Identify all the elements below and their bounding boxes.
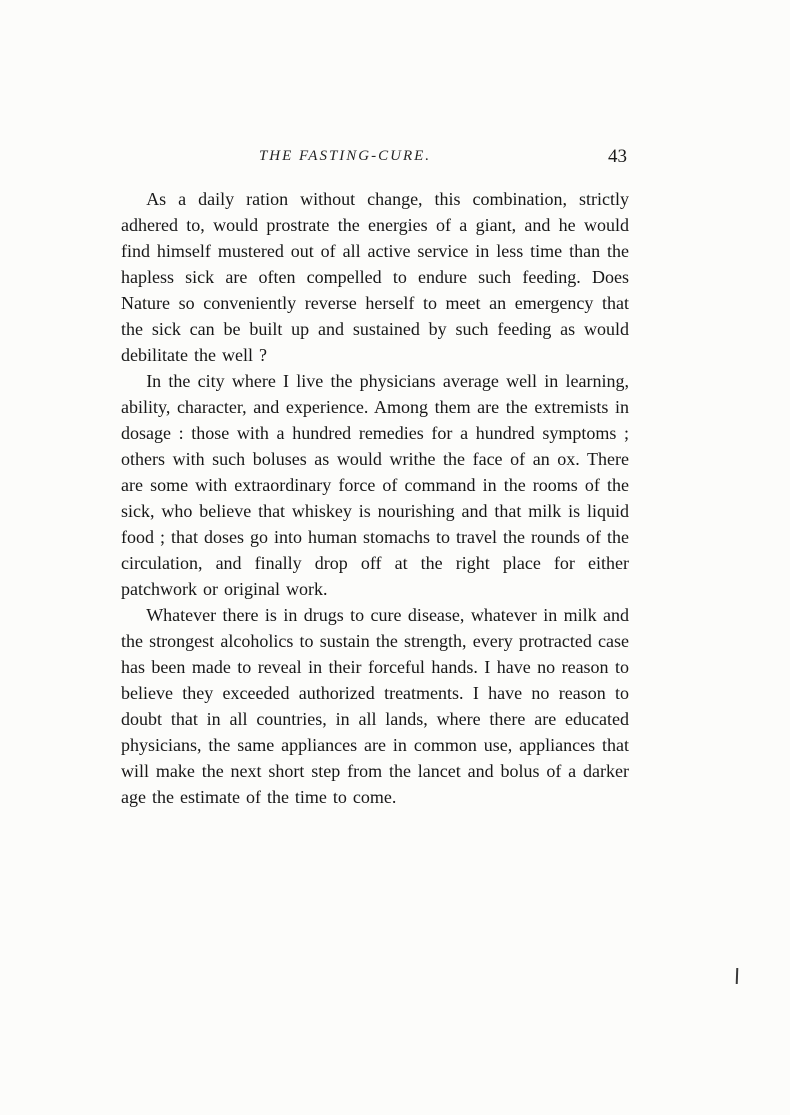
body-text bbox=[121, 186, 629, 810]
paragraph-2: In the city where I live the physicians average well in learning, ability, character, and experience. Among them are the extremists in dosage : those with a hundred remedies for a hundred symptoms ; others with such boluses as would writhe the face of an ox. There are some with extraordinary force of command in the rooms of the sick, who believe that whiskey is nourishing and that milk is liquid food ; that doses go into human stomachs to travel the rounds of the circulation, and finally drop off at the right place for either patchwork or original work. bbox=[121, 371, 629, 599]
paragraph-3: Whatever there is in drugs to cure disease, whatever in milk and the strongest alcoholics to sustain the strength, every protracted case has been made to reveal in their forceful hands. I have no reason to believe they exceeded authorized treatments. I have no reason to doubt that in all countries, in all lands, where there are educated physicians, the same appliances are in common use, appliances that will make the next short step from the lancet and bolus of a darker age the estimate of the time to come. bbox=[121, 605, 629, 807]
text-block bbox=[121, 144, 629, 810]
running-header bbox=[121, 144, 629, 178]
paragraph-1: As a daily ration without change, this combination, strictly adhered to, would prostrate the energies of a giant, and he would find himself mustered out of all active service in less time than the hapless sick are often compelled to endure such feeding. Does Nature so conveniently reverse herself to meet an emergency that the sick can be built up and sustained by such feeding as would debilitate the well ? bbox=[121, 189, 629, 365]
page-number: 43 bbox=[608, 146, 627, 167]
scan-artifact-mark bbox=[736, 968, 739, 984]
running-header-title: THE FASTING-CURE. bbox=[258, 148, 432, 164]
